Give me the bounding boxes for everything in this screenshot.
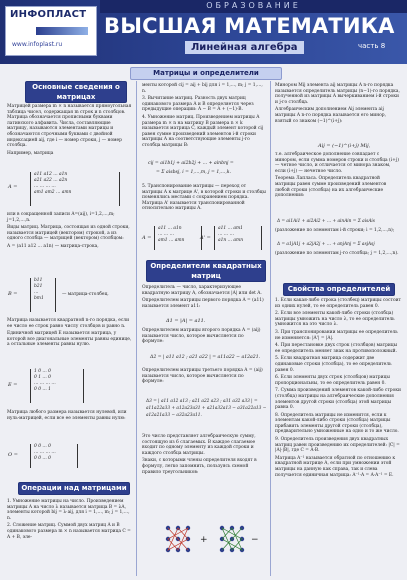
- matrix-label-a2: A =: [142, 235, 152, 241]
- col1-text-b: [7, 212, 132, 252]
- page-subtitle: Линейная алгебра: [185, 41, 304, 54]
- prop-5: 5. Если квадратная матрица содержит две одинаковые строки (столбца), то ее определитель равен 0.: [275, 356, 392, 373]
- zero-matrix: Матрица любого размера называется нулевой, или нуль-матрицей, если все ее элементы равны нулю:: [7, 410, 127, 421]
- col1-text-a: [7, 104, 132, 158]
- matrix-general: a11 a12 … a1n a21 a22 … a2n … … … … am1 am2 … amn: [30, 172, 120, 206]
- identity-matrix: Единичной матрицей E называется матрица, у которой все диагональные элементы равны единице, а остальные элементы равны нулю.: [7, 331, 132, 348]
- col2-text-d: [142, 328, 266, 347]
- zero-matrix-example: 0 0 … 0 … … … … 0 0 … 0: [30, 444, 78, 468]
- row-matrix: A = (a11 a12 … a1n) — матрица-строка,: [7, 243, 99, 249]
- publisher-logo: [5, 6, 97, 56]
- logo-text: ИНФОПЛАСТ: [10, 9, 87, 20]
- header: [0, 0, 407, 64]
- prop-7: 7. Сумма произведений элементов какой-либо строки (столбца) матрицы на алгебраические дополнения элементов другой строки (столбца) этой матрицы равна 0.: [275, 388, 401, 411]
- section-props: Свойства определителей: [283, 283, 395, 296]
- sum-elements: менты которой cij = aij + bij для i = 1,…, m; j = 1,…, n.: [142, 83, 263, 94]
- matrix-example-lead: Например, матрица: [7, 150, 54, 156]
- inverse-matrix: Матрица A⁻¹ называется обратной по отношению к квадратной матрице A, если при умножении этой матрицы на данную как справа, так и слева получается единичная матрица: A⁻¹·A = A·A⁻¹ = E.: [275, 455, 396, 478]
- op-multiply: 4. Умножение матриц. Произведением матрицы A размера m × n на матрицу B размера n × k называется матрица C, каждый элемент которой cij равен сумме произведений элементов i-й строки матрицы A на соответствующие элементы j-го столбца матрицы B:: [142, 114, 264, 148]
- matrix-column: b11 b21 … bm1: [30, 278, 56, 312]
- laplace-theorem: Теорема Лапласа. Определитель квадратной матрицы равен сумме произведений элементов любой строки (столбца) на их алгебраические дополнения:: [275, 176, 387, 199]
- det-definition: Определитель — число, характеризующее квадратную матрицу A, обозначается |A| или det A.: [142, 285, 262, 296]
- matrix-label-o: O =: [8, 452, 18, 458]
- page-title: ВЫСШАЯ МАТЕМАТИКА: [104, 14, 395, 38]
- col1-text-c: [7, 318, 132, 350]
- col2-text-f: [142, 434, 266, 477]
- matrix-types: Виды матриц. Матрица, состоящая из одной строки, называется матрицей (вектором) строкой, а из одного столбца — матрицей (вектором) столбцом:: [7, 225, 130, 242]
- col3-properties: [275, 298, 401, 480]
- op-transpose: 5. Транспонирование матрицы — переход от матрицы A к матрице A', в которой строки и столбцы поменялись местами с сохранением порядка. Матрица A' называется транспонированной относительно матрицы A.: [142, 184, 266, 212]
- prop-2: 2. Если все элементы какой-либо строки (столбца) матрицы умножить на число λ, то ее определитель умножится на это число λ.: [275, 311, 395, 328]
- col2-text-a: [142, 83, 266, 151]
- logo-url: www.infoplast.ru: [12, 41, 63, 48]
- laplace-row-note: (разложение по элементам i-й строки; i = 1,2,…,n);: [275, 228, 395, 233]
- zero-matrix-text: [7, 410, 132, 423]
- prop-6: 6. Если элементы двух строк (столбцов) матрицы пропорциональны, то ее определитель равен 0.: [275, 375, 390, 386]
- matrix-label-at: A' =: [200, 235, 211, 241]
- col2-text-e: [142, 368, 266, 387]
- det-six-terms: Это число представляет алгебраическую сумму, состоящую из 6 слагаемых. В каждое слагаемое входит по одному элементу из каждой строки и каждого столбца матрицы.: [142, 434, 256, 456]
- det-third-order: Определителем матрицы третьего порядка A = (aij) называется число, которое вычисляется по формуле:: [142, 368, 263, 385]
- det-second-order: Определителем матрицы второго порядка A = (aij) называется число, которое вычисляется по формуле:: [142, 328, 261, 345]
- product-formula-2: = Σ aisbsj, i = 1,…,m, j = 1,…,k.: [156, 170, 232, 175]
- identity-matrix-example: 1 0 … 0 0 1 … 0 … … … … 0 0 … 1: [30, 369, 84, 403]
- det-third-formula: Δ3 = | a11 a12 a13 ; a21 a22 a23 ; a31 a32 a33 | = a11a22a33 + a12a23a31 + a21a32a13 − a31a22a13 − a12a21a33 − a32a23a11.: [146, 399, 267, 418]
- col2-text-b: [142, 184, 266, 214]
- op-sum: 2. Сложение матриц. Суммой двух матриц A и B одинакового размера m × n называется матрица C = A + B, эле-: [7, 523, 131, 540]
- col3-text-a: [275, 83, 401, 126]
- det-first-formula: Δ1 = |A| = a11.: [166, 318, 206, 324]
- matrix-definition: Матрицей размера m × n называется прямоугольная таблица чисел, содержащая m строк и n столбцов. Матрица обозначается прописными буквами латинского алфавита. Числа, составляющие матрицу, называются элементами матрицы и обозначаются строчными буквами с двойной индексацией aij, где i — номер строки, j — номер столбца.: [7, 104, 132, 149]
- cofactor-definition: Алгебраическим дополнением Aij элемента aij матрицы A n-го порядка называется его минор, взятый со знаком (−1)^(i+j):: [275, 107, 386, 124]
- col2-text-c: [142, 285, 266, 311]
- section-basics: Основные сведения о матрицах: [25, 81, 127, 103]
- laplace-col-formula: Δ = a1jA1j + a2jA2j + … + anjAnj = Σ asjAsj: [277, 242, 375, 247]
- triangle-rule-diagram: [160, 520, 259, 560]
- section-main: Матрицы и определители: [130, 67, 282, 80]
- prop-4: 4. При перестановке двух строк (столбцов) матрицы ее определитель меняет знак на противоположный.: [275, 343, 398, 354]
- svg-text:+: +: [200, 535, 208, 545]
- prop-9: 9. Определитель произведения двух квадратных матриц равен произведению их определителей: |C| = |A|·|B|, где C = A·B.: [275, 437, 400, 454]
- laplace-row-formula: Δ = ai1Ai1 + ai2Ai2 + … + ainAin = Σ aisAis: [277, 219, 375, 224]
- column-divider-1: [136, 81, 137, 576]
- header-band: [100, 0, 407, 13]
- matrix-a-example: a11 … a1n … … … am1 … amn: [154, 226, 202, 250]
- col3-text-b: [275, 152, 401, 201]
- matrix-a-transposed: a11 … am1 … … … a1n … amn: [214, 226, 262, 250]
- det-first-order: Определителем матрицы первого порядка A = (a11) называется элемент a11:: [142, 298, 264, 309]
- section-det: Определители квадратных матриц: [146, 260, 266, 282]
- matrix-label-b: B =: [8, 291, 18, 297]
- matrix-label-e: E =: [8, 382, 18, 388]
- prop-8: 8. Определитель матрицы не изменится, если к элементам какой-либо строки (столбца) матрицы прибавить элементы другой строки (столбца), предварительно умноженные на одно и то же число.: [275, 412, 399, 435]
- cofactor-formula: Aij = (−1)^(i+j) Mij,: [318, 143, 371, 149]
- part-label: часть 8: [358, 42, 386, 50]
- prop-1: 1. Если какая-либо строка (столбец) матрицы состоит из одних нулей, то ее определитель равен 0.: [275, 298, 401, 309]
- op-scalar: 1. Умножение матрицы на число. Произведением матрицы A на число λ называется матрица B = λA, элементы которой bij = λ·aij, для i = 1,…, m; j = 1,…, n.: [7, 499, 130, 521]
- column-divider-2: [270, 81, 271, 576]
- column-matrix-label: — матрица-столбец.: [62, 292, 109, 297]
- laplace-col-note: (разложение по элементам j-го столбца; j = 1,2,…,n).: [275, 251, 399, 256]
- prop-3: 3. При транспонировании матрицы ее определитель не изменяется: |A'| = |A|.: [275, 329, 398, 341]
- logo-mark-icon: [36, 27, 88, 35]
- minor-definition: Минором Mij элемента aij матрицы A n-го порядка называется определитель матрицы (n−1)-го порядка, полученной из матрицы A вычеркиванием i-й строки и j-го столбца.: [275, 83, 400, 105]
- section-ops: Операции над матрицами: [18, 482, 130, 495]
- matrix-label-a: A =: [8, 184, 18, 190]
- product-formula-1: cij = ai1b1j + ai2b2j + … + ainbnj =: [148, 161, 234, 166]
- matrix-short-form: или в сокращенной записи A=(aij), i=1,2,…,m; j=1,2,…,n.: [7, 212, 115, 223]
- det-triangle-rule: Знаки, с которыми члены определителя входят в формулу, легко запомнить, пользуясь схемой правило треугольников:: [142, 458, 257, 475]
- det-second-formula: Δ2 = | a11 a12 ; a21 a22 | = a11a22 − a12a21.: [150, 355, 261, 360]
- band-text: ОБРАЗОВАНИЕ: [206, 1, 301, 10]
- op-subtract: 3. Вычитание матриц. Разность двух матриц одинакового размера A и B определяется через предыдущие операции: A − B = A + (−1)·B.: [142, 96, 254, 113]
- col1-ops: [7, 499, 132, 542]
- cofactor-sign-note: т.е. алгебраическое дополнение совпадает с минором, если сумма номеров строки и столбца (i+j) — четное число, и отличается от минора знаком, если (i+j) — нечетное число.: [275, 152, 399, 174]
- square-matrix: Матрица называется квадратной n-го порядка, если ее число ее строк равно числу столбцов и равно n.: [7, 318, 130, 329]
- svg-text:−: −: [251, 535, 259, 545]
